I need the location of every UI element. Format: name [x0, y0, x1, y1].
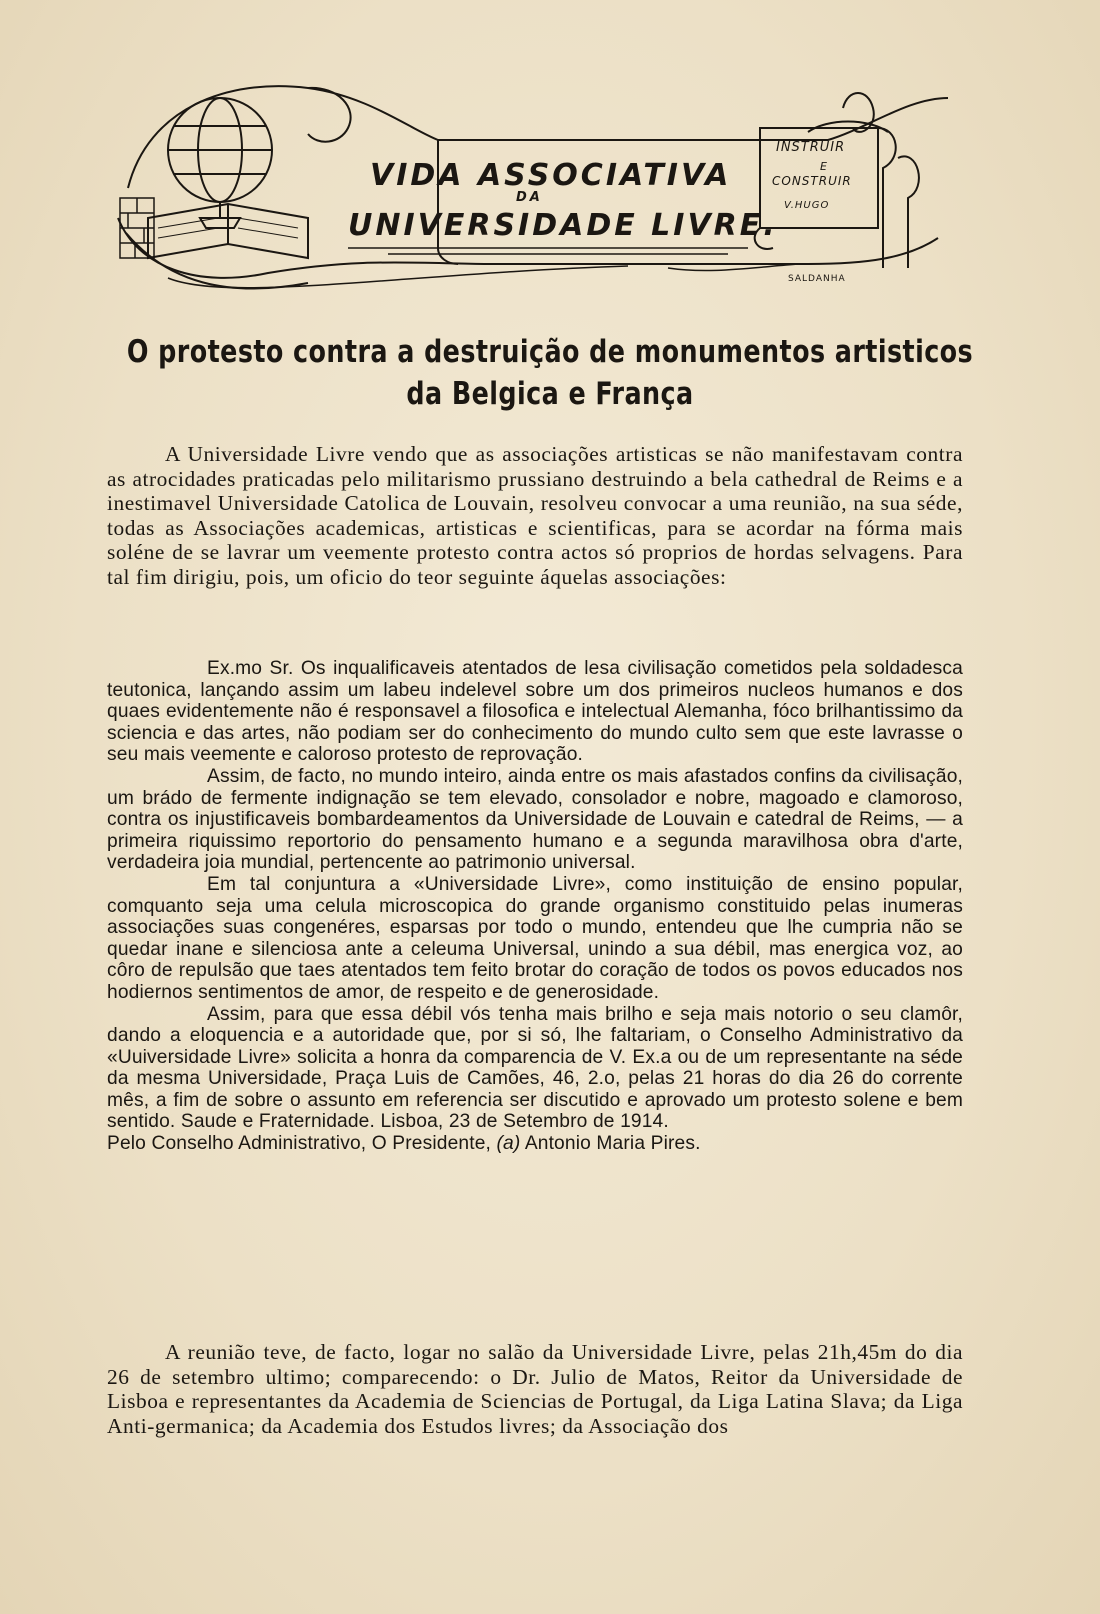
letter-paragraph-3: Em tal conjuntura a «Universidade Livre», como instituição de ensino popular, comquanto seja uma celula microscopica do grande organismo constituido pelas inumeras associações suas congenéres, esparsas por todo o mundo, entendeu que lhe cumpria não se quedar inane e silenciosa ante a celeuma Universal, unindo a sua débil, mas energica voz, ao côro de repulsão que taes atentados tem feito brotar do coração de todos os povos educados nos hodiernos sentimentos de amor, de respeito e de generosidade.	[107, 873, 963, 1003]
article-intro	[107, 442, 963, 590]
header-banner	[108, 68, 953, 303]
banner-title-line1: VIDA ASSOCIATIVA	[370, 158, 732, 193]
letter-paragraph-1: Ex.mo Sr. Os inqualificaveis atentados de lesa civilisação cometidos pela soldadesca teutonica, lançando assim um labeu indelevel sobre um dos primeiros nucleos humanos e dos quaes evidentemente não é responsavel a filosofica e intelectual Alemanha, fóco brilhantissimo da sciencia e das artes, não podiam ser do conhecimento do mundo culto sem que este lavrasse o seu mais veemente e caloroso protesto de reprovação.	[107, 658, 963, 766]
banner-motto-line2: E	[820, 160, 828, 173]
banner-motto-line1: INSTRUIR	[776, 140, 846, 155]
official-letter	[107, 658, 963, 1155]
article-title-line2: da Belgica e França	[406, 376, 694, 412]
banner-title-line2: DA	[516, 190, 543, 205]
banner-artist-signature: SALDANHA	[788, 274, 846, 284]
book-icon	[148, 204, 308, 258]
letter-signature-text: Pelo Conselho Administrativo, O Presidente,	[107, 1133, 491, 1155]
article-closing	[107, 1340, 963, 1438]
letter-signature-mark: (a)	[496, 1133, 521, 1155]
closing-paragraph: A reunião teve, de facto, logar no salão da Universidade Livre, pelas 21h,45m do dia 26 de setembro ultimo; comparecendo: o Dr. Julio de Matos, Reitor da Universidade de Lisboa e representantes da Academia de Sciencias de Portugal, da Liga Latina Slava; da Liga Anti-germanica; da Academia dos Estudos livres; da Associação dos	[107, 1340, 963, 1438]
banner-motto-line3: CONSTRUIR	[772, 174, 852, 188]
banner-title-line3: UNIVERSIDADE LIVRE.	[348, 208, 778, 243]
letter-signature	[107, 1133, 963, 1155]
letter-paragraph-4: Assim, para que essa débil vós tenha mais brilho e seja mais notorio o seu clamôr, dando a eloquencia e a autoridade que, por si só, lhe faltariam, o Conselho Administrativo da «Uuiversidade Livre» solicita a honra da comparencia de V. Ex.a ou de um representante na séde da mesma Universidade, Praça Luis de Camões, 46, 2.o, pelas 21 horas do dia 26 do corrente mês, a fim de sobre o assunto em referencia ser discutido e aprovado um protesto solene e bem sentido. Saude e Fraternidade. Lisboa, 23 de Setembro de 1914.	[107, 1003, 963, 1133]
emblem-icon	[808, 93, 888, 132]
letter-paragraph-2: Assim, de facto, no mundo inteiro, ainda entre os mais afastados confins da civilisação, um brádo de fermente indignação se tem elevado, consolador e nobre, magoado e clamoroso, contra os injustificaveis bombardeamentos da Universidade de Louvain e catedral de Reims, — a primeira riquissimo reportorio do pensamento humano e a segunda maravilhosa obra d'arte, verdadeira joia mundial, pertencente ao patrimonio universal.	[107, 765, 963, 874]
banner-motto-author: V.HUGO	[784, 200, 830, 211]
intro-paragraph: A Universidade Livre vendo que as associações artisticas se não manifestavam contra as atrocidades praticadas pelo militarismo prussiano destruindo a bela cathedral de Reims e a inestimavel Universidade Catolica de Louvain, resolveu convocar a uma reunião, na sua séde, todas as Associações academicas, artisticas e scientificas, para se acordar na fórma mais soléne de se lavrar um veemente protesto contra actos só proprios de hordas selvagens. Para tal fim dirigiu, pois, um oficio do teor seguinte áquelas associações:	[107, 442, 963, 589]
letter-signature-name: Antonio Maria Pires.	[524, 1133, 701, 1155]
article-title-line1: O protesto contra a destruição de monumentos artisticos	[126, 334, 974, 370]
